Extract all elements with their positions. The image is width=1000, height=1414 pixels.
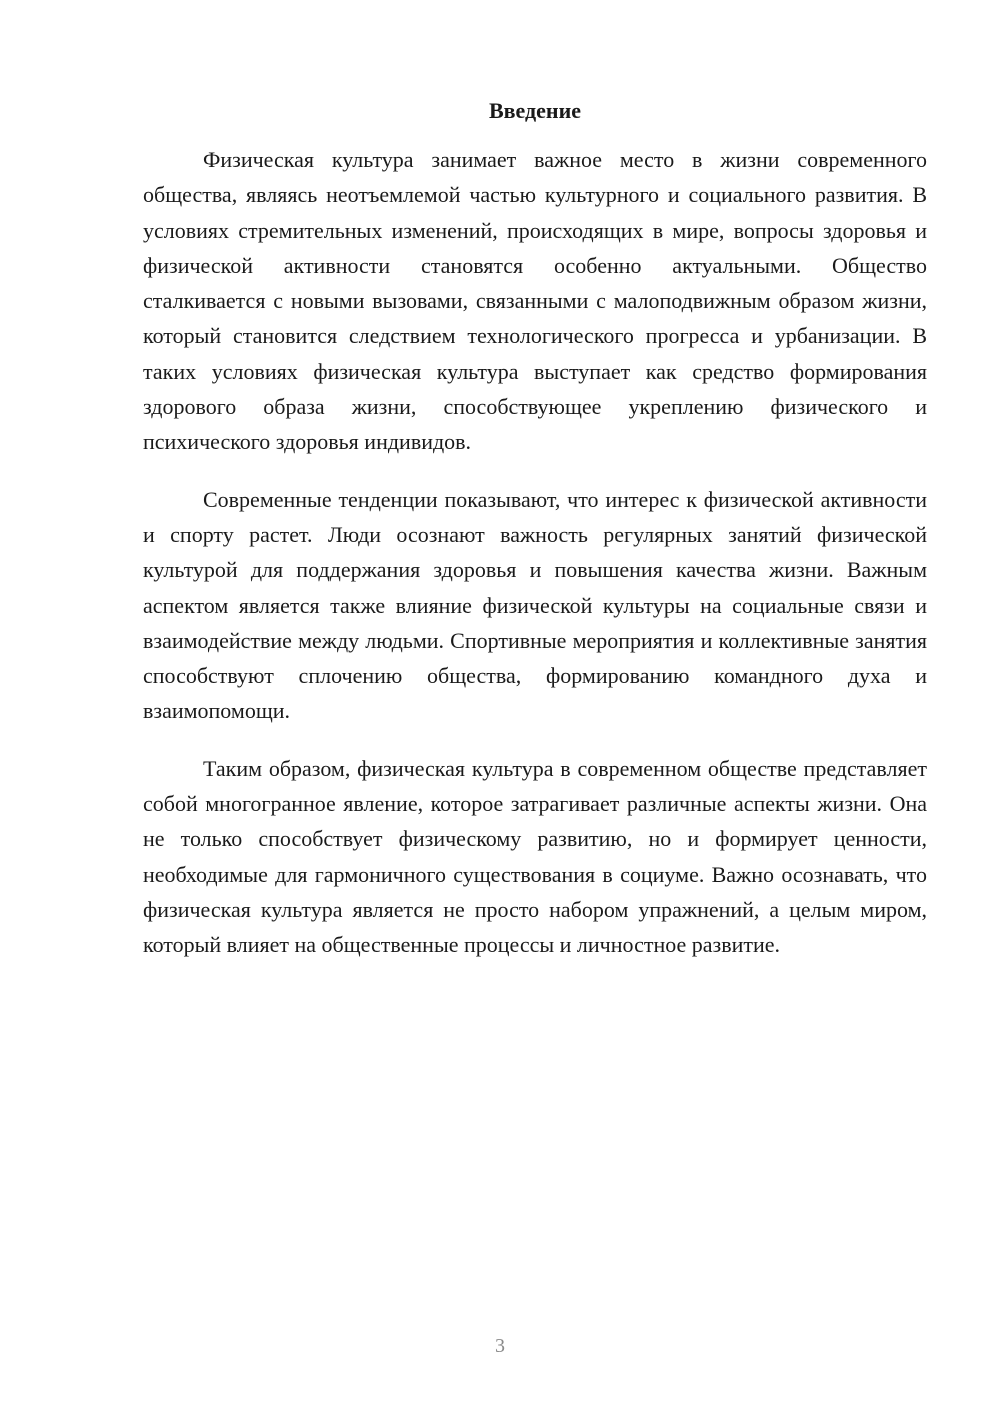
paragraph-3: Таким образом, физическая культура в современном обществе представляет собой многогранное явление, которое затрагивает различные аспекты жизни. Она не только способствует физическому развитию, но и формирует ценности, необходимые для гармоничного существования в социуме. Важно осознавать, что физическая культура является не просто набором упражнений, а целым миром, который влияет на общественные процессы и личностное развитие. [143, 755, 927, 958]
paragraph-2: Современные тенденции показывают, что интерес к физической активности и спорту растет. Люди осознают важность регулярных занятий физической культурой для поддержания здоровья и повышения качества жизни. Важным аспектом является также влияние физической культуры на социальные связи и взаимодействие между людьми. Спортивные мероприятия и коллективные занятия способствуют сплочению общества, формированию командного духа и взаимопомощи. [143, 486, 927, 724]
section-heading: Введение [488, 98, 582, 123]
body-text [143, 142, 927, 985]
paragraph-1: Физическая культура занимает важное место в жизни современного общества, являясь неотъемлемой частью культурного и социального развития. В условиях стремительных изменений, происходящих в мире, вопросы здоровья и физической активности становятся особенно актуальными. Общество сталкивается с новыми вызовами, связанными с малоподвижным образом жизни, который становится следствием технологического прогресса и урбанизации. В таких условиях физическая культура выступает как средство формирования здорового образа жизни, способствующее укреплению физического и психического здоровья индивидов. [143, 147, 927, 455]
page-number: 3 [495, 1335, 505, 1357]
